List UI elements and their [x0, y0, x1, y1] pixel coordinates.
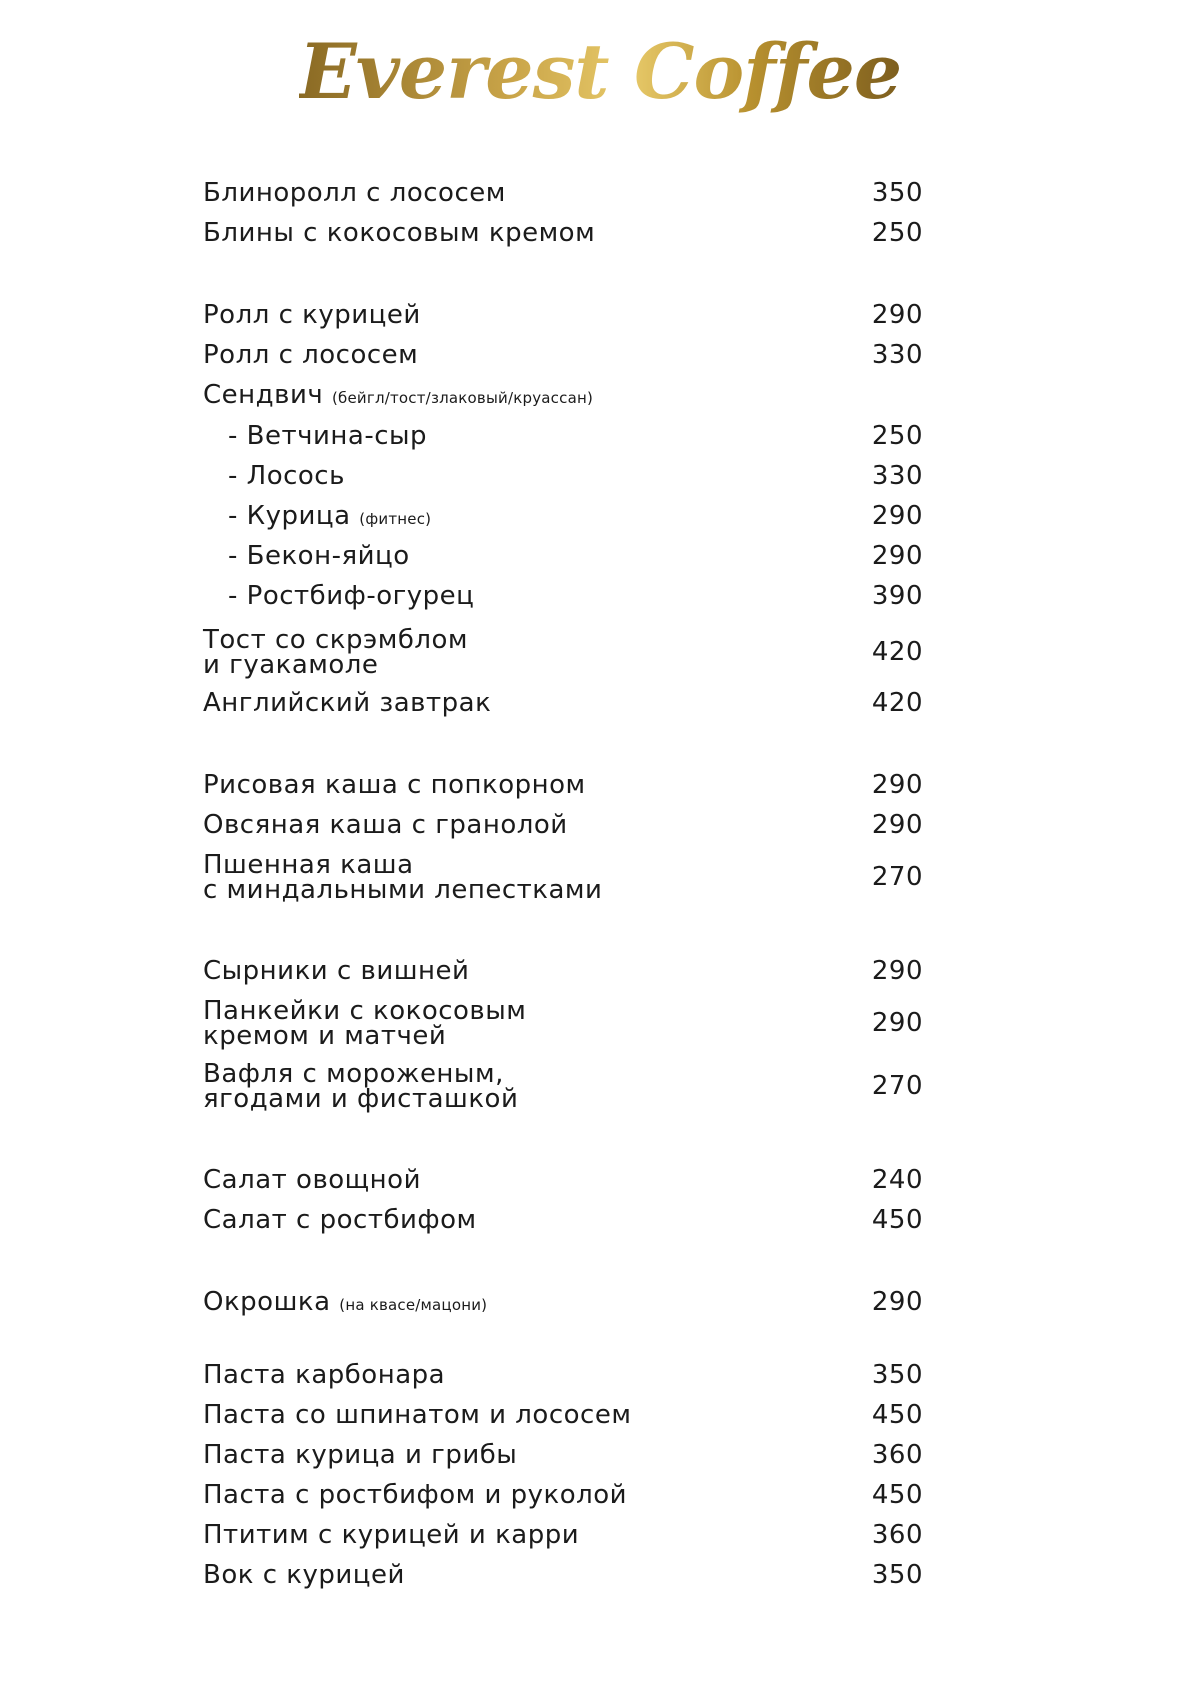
- item-name-line: Ролл с курицей: [203, 300, 421, 330]
- menu-item: [203, 1480, 923, 1510]
- item-price: 290: [871, 1008, 923, 1038]
- item-name: [203, 218, 723, 248]
- item-name: [203, 810, 723, 840]
- item-name-text: - Курица: [228, 501, 351, 531]
- item-price: 360: [871, 1520, 923, 1550]
- item-name: [203, 178, 723, 208]
- item-name-line: - Ростбиф-огурец: [228, 581, 475, 611]
- item-name: [203, 770, 723, 800]
- item-name-line: Рисовая каша с попкорном: [203, 770, 586, 800]
- item-name-line: Блины с кокосовым кремом: [203, 218, 596, 248]
- item-name: [203, 688, 723, 718]
- item-name-line: ягодами и фисташкой: [203, 1084, 519, 1114]
- item-name: [203, 1400, 723, 1430]
- item-name-line: Блиноролл с лососем: [203, 178, 506, 208]
- item-name-line: Овсяная каша с гранолой: [203, 810, 568, 840]
- item-name-line: с миндальными лепестками: [203, 875, 603, 905]
- item-name-line: Ролл с лососем: [203, 340, 419, 370]
- menu-item: [203, 300, 923, 330]
- item-name-line: - Лосось: [228, 461, 345, 491]
- item-price: 270: [871, 862, 923, 892]
- item-name: [203, 1165, 723, 1195]
- item-price: 420: [871, 637, 923, 667]
- item-price: 250: [871, 218, 923, 248]
- menu-item: [203, 810, 923, 840]
- item-name-line: Тост со скрэмблом: [203, 625, 469, 655]
- menu-item: [203, 1400, 923, 1430]
- menu-item: [203, 340, 923, 370]
- item-name-line: Сырники с вишней: [203, 956, 470, 986]
- item-name: [203, 541, 748, 571]
- item-price: 290: [871, 770, 923, 800]
- item-name: [203, 340, 723, 370]
- menu-item: [203, 461, 923, 491]
- item-price: 290: [871, 501, 923, 531]
- item-price: 350: [871, 1560, 923, 1590]
- menu-item: [203, 956, 923, 986]
- menu-item: [203, 1440, 923, 1470]
- item-name: [203, 461, 748, 491]
- item-name-line: Вафля с мороженым,: [203, 1059, 504, 1089]
- item-name-line: Птитим с курицей и карри: [203, 1520, 580, 1550]
- item-name: [203, 1287, 723, 1318]
- menu-item: [203, 218, 923, 248]
- item-name-text: Окрошка: [203, 1287, 331, 1317]
- item-price: 240: [871, 1165, 923, 1195]
- menu-item: [203, 688, 923, 718]
- item-name: [203, 850, 723, 905]
- item-name-line: Салат с ростбифом: [203, 1205, 477, 1235]
- menu-item: [203, 996, 923, 1051]
- item-price: 330: [871, 340, 923, 370]
- item-price: 390: [871, 581, 923, 611]
- item-name-line: - Бекон-яйцо: [228, 541, 410, 571]
- item-price: 330: [871, 461, 923, 491]
- item-price: 290: [871, 541, 923, 571]
- menu-item: [203, 501, 923, 532]
- item-name: [203, 1205, 723, 1235]
- item-price: 450: [871, 1205, 923, 1235]
- item-note: (фитнес): [359, 510, 432, 528]
- logo: [0, 27, 1200, 116]
- item-name: [203, 380, 723, 411]
- logo-text: Everest Coffee: [298, 27, 902, 116]
- item-name-line: Салат овощной: [203, 1165, 421, 1195]
- item-price: 290: [871, 956, 923, 986]
- item-name: [203, 1440, 723, 1470]
- item-price: 290: [871, 1287, 923, 1317]
- item-name-line: и гуакамоле: [203, 650, 379, 680]
- item-price: 420: [871, 688, 923, 718]
- menu-item: [203, 1360, 923, 1390]
- item-name: [203, 625, 723, 680]
- item-name-line: Пшенная каша: [203, 850, 414, 880]
- item-name: [203, 1360, 723, 1390]
- item-price: 350: [871, 1360, 923, 1390]
- item-price: 250: [871, 421, 923, 451]
- item-name-line: Паста карбонара: [203, 1360, 446, 1390]
- menu-item: [203, 380, 923, 411]
- item-name-line: Вок с курицей: [203, 1560, 405, 1590]
- menu-item: [203, 581, 923, 611]
- menu-item: [203, 1165, 923, 1195]
- item-name-line: [203, 380, 723, 411]
- item-name-line: - Ветчина-сыр: [228, 421, 428, 451]
- item-name-text: Сендвич: [203, 380, 324, 410]
- menu-item: [203, 1560, 923, 1590]
- item-price: 290: [871, 300, 923, 330]
- item-name-line: Паста с ростбифом и руколой: [203, 1480, 628, 1510]
- item-name: [203, 996, 723, 1051]
- menu-item: [203, 625, 923, 680]
- item-name: [203, 956, 723, 986]
- item-name: [203, 1480, 723, 1510]
- item-price: 450: [871, 1480, 923, 1510]
- item-name-line: Панкейки с кокосовым: [203, 996, 527, 1026]
- item-name: [203, 501, 748, 532]
- item-name: [203, 1059, 723, 1114]
- item-note: (бейгл/тост/злаковый/круассан): [331, 389, 594, 407]
- menu-item: [203, 770, 923, 800]
- menu-item: [203, 1205, 923, 1235]
- item-name: [203, 421, 748, 451]
- menu-item: [203, 1059, 923, 1114]
- item-price: 450: [871, 1400, 923, 1430]
- menu-item: [203, 1520, 923, 1550]
- item-name-line: Паста со шпинатом и лососем: [203, 1400, 632, 1430]
- item-name-line: кремом и матчей: [203, 1021, 447, 1051]
- menu-item: [203, 421, 923, 451]
- item-name: [203, 581, 748, 611]
- item-name: [203, 1560, 723, 1590]
- item-note: (на квасе/мацони): [339, 1296, 488, 1314]
- menu-item: [203, 178, 923, 208]
- menu-item: [203, 1287, 923, 1318]
- item-name: [203, 1520, 723, 1550]
- item-name-line: [228, 501, 748, 532]
- item-price: 350: [871, 178, 923, 208]
- item-price: 360: [871, 1440, 923, 1470]
- item-name: [203, 300, 723, 330]
- menu-item: [203, 850, 923, 905]
- item-name-line: [203, 1287, 723, 1318]
- menu-item: [203, 541, 923, 571]
- item-name-line: Английский завтрак: [203, 688, 492, 718]
- item-price: 270: [871, 1071, 923, 1101]
- item-price: 290: [871, 810, 923, 840]
- item-name-line: Паста курица и грибы: [203, 1440, 518, 1470]
